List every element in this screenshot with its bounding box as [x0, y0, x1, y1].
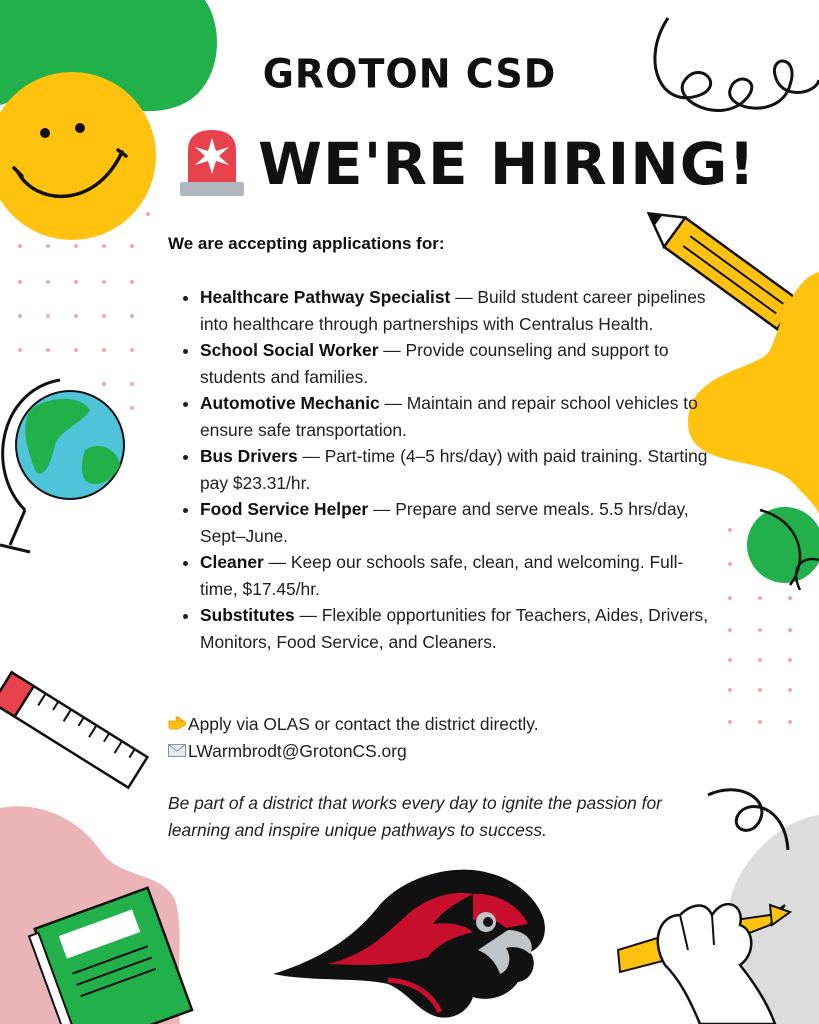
job-title: School Social Worker [200, 340, 379, 360]
apply-text: Apply via OLAS or contact the district directly. [188, 714, 539, 734]
intro-text: We are accepting applications for: [168, 234, 445, 253]
district-name: GROTON CSD [262, 50, 557, 98]
job-description: — Maintain and repair school vehicles to ensure safe transportation. [200, 393, 698, 440]
tagline: Be part of a district that works every day to ignite the passion for learning and inspire unique pathways to success. [168, 793, 662, 840]
job-description: — Part-time (4–5 hrs/day) with paid training. Starting pay $23.31/hr. [200, 446, 708, 493]
apply-line [168, 711, 539, 738]
list-item [200, 390, 710, 443]
job-description: — Flexible opportunities for Teachers, Aides, Drivers, Monitors, Food Service, and Cleaners. [200, 605, 709, 652]
envelope-icon [168, 738, 188, 765]
list-item [200, 549, 710, 602]
hawk-mascot-logo [268, 862, 568, 1022]
ruler-icon [0, 672, 147, 787]
pointing-hand-icon [168, 711, 188, 738]
email-link[interactable]: LWarmbrodt@GrotonCS.org [188, 741, 407, 761]
ball-icon [747, 507, 819, 590]
job-title: Food Service Helper [200, 499, 369, 519]
contact-section [168, 711, 539, 765]
list-item [200, 602, 710, 655]
list-item [200, 284, 710, 337]
list-item [200, 337, 710, 390]
job-title: Healthcare Pathway Specialist [200, 287, 451, 307]
list-item [200, 496, 710, 549]
job-title: Substitutes [200, 605, 295, 625]
list-item [200, 443, 710, 496]
job-description: — Build student career pipelines into healthcare through partnerships with Centralus Health. [200, 287, 706, 334]
job-title: Cleaner [200, 552, 264, 572]
siren-icon [178, 128, 246, 198]
job-description: — Provide counseling and support to students and families. [200, 340, 669, 387]
job-list [168, 284, 710, 655]
job-title: Bus Drivers [200, 446, 298, 466]
globe-icon [0, 380, 124, 552]
email-line [168, 738, 539, 765]
job-description: — Prepare and serve meals. 5.5 hrs/day, Sept–June. [200, 499, 689, 546]
job-description: — Keep our schools safe, clean, and welcoming. Full-time, $17.45/hr. [200, 552, 684, 599]
hiring-headline: WE'RE HIRING! [258, 130, 756, 198]
job-title: Automotive Mechanic [200, 393, 380, 413]
pink-dots-left [18, 212, 150, 410]
